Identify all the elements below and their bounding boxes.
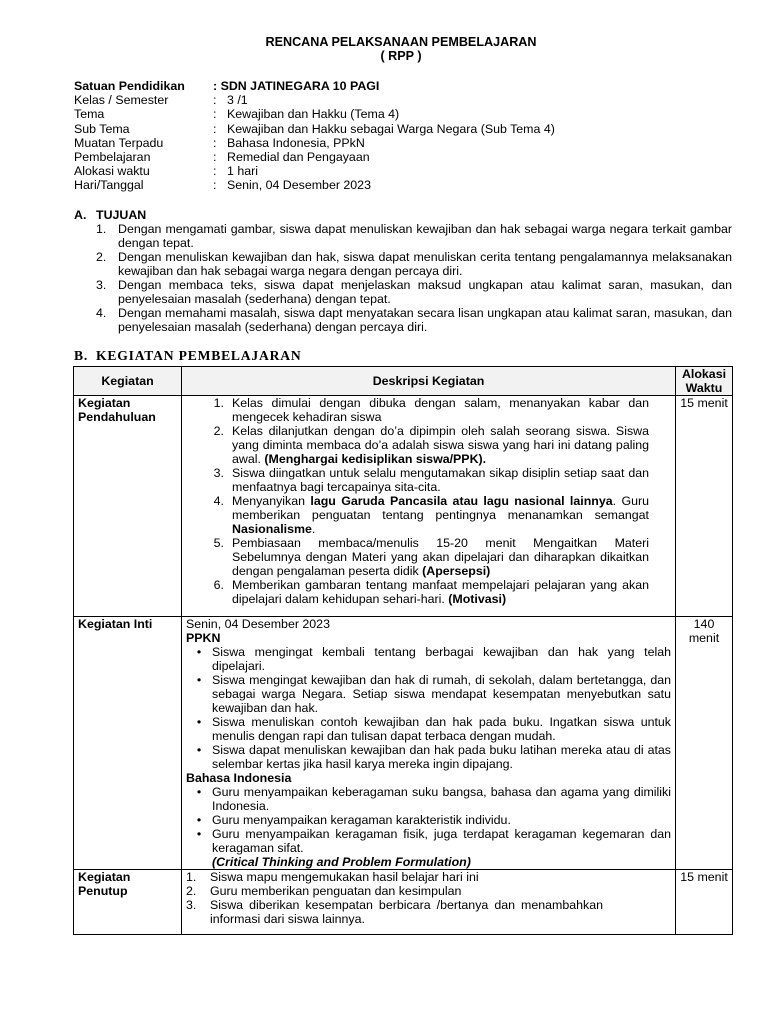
identity-label: Sub Tema <box>74 121 130 136</box>
tujuan-list <box>74 222 732 334</box>
table-row-penutup <box>74 870 733 935</box>
list-item: 2. Guru memberikan penguatan dan kesimpulan <box>186 884 462 898</box>
subtitle-line: ( RPP ) <box>380 49 422 63</box>
identity-value: Kewajiban dan Hakku (Tema 4) <box>227 107 400 122</box>
identity-row: Sub Tema : Kewajiban dan Hakku sebagai Warga Negara (Sub Tema 4) <box>74 121 555 136</box>
skill-note: (Critical Thinking and Problem Formulation) <box>212 855 471 869</box>
table-row-inti <box>74 617 733 870</box>
identity-value: Bahasa Indonesia, PPkN <box>227 135 365 150</box>
identity-row: Muatan Terpadu : Bahasa Indonesia, PPkN <box>74 135 365 150</box>
table-header-row <box>74 367 733 396</box>
identity-value: 1 hari <box>227 164 258 179</box>
subject-heading-ppkn: PPKN <box>186 631 221 645</box>
identity-label: Tema <box>74 107 105 122</box>
document-title <box>0 35 768 63</box>
identity-row: Hari/Tanggal : Senin, 04 Desember 2023 <box>74 178 371 193</box>
list-item: 5. Pembiasaan membaca/menulis 15-20 menit Mengaitkan Materi Sebelumnya dengan Materi yang akan dipelajari dan diharapkan dikaitkan dengan pengalaman peserta didik (Apersepsi) <box>213 536 649 578</box>
identity-row: Tema : Kewajiban dan Hakku (Tema 4) <box>74 107 400 122</box>
identity-value: Remedial dan Pengayaan <box>227 149 370 164</box>
section-heading <box>74 208 732 222</box>
identity-label: Kelas / Semester <box>74 93 169 108</box>
subject-heading-bahasa: Bahasa Indonesia <box>186 771 292 785</box>
list-item: • Siswa dapat menuliskan kewajiban dan hak pada buku latihan mereka atau di atas selembar kertas jika hasil karya mereka ingin dipajang. <box>196 743 671 771</box>
list-item: • Siswa menuliskan contoh kewajiban dan hak pada buku. Ingatkan siswa untuk menulis dengan rapi dan tulisan dapat terbaca dengan mudah. <box>196 715 671 743</box>
list-item: 1. Siswa mapu mengemukakan hasil belajar hari ini <box>186 870 479 884</box>
list-item: • Guru menyampaikan keberagaman suku bangsa, bahasa dan agama yang dimiliki Indonesia. <box>196 785 671 813</box>
column-header-kegiatan: Kegiatan <box>74 367 182 396</box>
identity-label: Alokasi waktu <box>74 164 150 179</box>
list-item: • Siswa mengingat kewajiban dan hak di rumah, di sekolah, dalam bertetangga, dan sebagai warga Negara. Setiap siswa mendapat kesempatan menyebutkan satu kewajiban dan hak. <box>196 673 671 715</box>
activity-description <box>182 396 676 617</box>
identity-value: Senin, 04 Desember 2023 <box>227 178 371 193</box>
activity-date: Senin, 04 Desember 2023 <box>186 617 330 631</box>
list-item: 1. Dengan mengamati gambar, siswa dapat menuliskan kewajiban dan hak sebagai warga negara terkait gambar dengan tepat. <box>96 222 732 250</box>
identity-label: Pembelajaran <box>74 149 151 164</box>
section-letter: A. <box>74 208 87 222</box>
column-header-alokasi: Alokasi Waktu <box>676 367 733 396</box>
activity-description <box>182 870 676 935</box>
penutup-steps <box>186 870 671 926</box>
section-title: KEGIATAN PEMBELAJARAN <box>96 348 302 363</box>
activity-name: Kegiatan Pendahuluan <box>74 396 182 617</box>
identity-label: Satuan Pendidikan <box>74 79 185 93</box>
section-tujuan <box>74 208 732 334</box>
identity-row: Alokasi waktu : 1 hari <box>74 164 258 179</box>
activity-time: 15 menit <box>676 870 733 935</box>
identity-label: Muatan Terpadu <box>74 135 164 150</box>
section-kegiatan-heading <box>74 349 302 363</box>
identity-label: Hari/Tanggal <box>74 178 144 193</box>
section-letter: B. <box>74 348 89 363</box>
identity-row: Kelas / Semester : 3 /1 <box>74 93 248 108</box>
activity-time: 15 menit <box>676 396 733 617</box>
identity-row-school <box>74 79 734 93</box>
list-item: 2. Kelas dilanjutkan dengan do’a dipimpin oleh salah seorang siswa. Siswa yang diminta membaca do’a adalah siswa siswa yang hari ini datang paling awal. (Menghargai kedisiplikan siswa/PPK). <box>213 424 649 466</box>
pendahuluan-steps <box>186 396 671 606</box>
list-item: 3. Dengan membaca teks, siswa dapat menjelaskan maksud ungkapan atau kalimat saran, masukan, dan penyelesaian masalah (sederhana) dengan tepat. <box>96 278 732 306</box>
column-header-deskripsi: Deskripsi Kegiatan <box>182 367 676 396</box>
activity-name: Kegiatan Penutup <box>74 870 182 935</box>
list-item: 3. Siswa diingatkan untuk selalu mengutamakan sikap disiplin setiap saat dan menfaatnya bagi tercapainya sita-cita. <box>213 466 649 494</box>
identity-row: Pembelajaran : Remedial dan Pengayaan <box>74 149 370 164</box>
list-item: • Guru menyampaikan keragaman karakteristik individu. <box>196 813 511 827</box>
list-item: • Guru menyampaikan keragaman fisik, juga terdapat keragaman kegemaran dan keragaman sifat. <box>196 827 671 855</box>
kegiatan-table <box>73 366 733 935</box>
activity-description <box>182 617 676 870</box>
activity-name: Kegiatan Inti <box>74 617 182 870</box>
list-item: 6. Memberikan gambaran tentang manfaat mempelajari pelajaran yang akan dipelajari dalam kehidupan sehari-hari. (Motivasi) <box>213 578 649 606</box>
bahasa-list <box>186 785 671 855</box>
identity-block <box>74 79 734 193</box>
list-item: • Siswa mengingat kembali tentang berbagai kewajiban dan hak yang telah dipelajari. <box>196 645 671 673</box>
section-title: TUJUAN <box>96 208 147 222</box>
identity-value: : SDN JATINEGARA 10 PAGI <box>213 79 380 93</box>
identity-value: Kewajiban dan Hakku sebagai Warga Negara (Sub Tema 4) <box>227 121 555 136</box>
title-line: RENCANA PELAKSANAAN PEMBELAJARAN <box>265 35 537 49</box>
list-item: 2. Dengan menuliskan kewajiban dan hak, siswa dapat menuliskan cerita tentang pengalamannya melaksanakan kewajiban dan hak sebagai warga negara dengan percaya diri. <box>96 250 732 278</box>
table-row-pendahuluan <box>74 396 733 617</box>
list-item: 3. Siswa diberikan kesempatan berbicara /bertanya dan menambahkan informasi dari siswa lainnya. <box>186 898 603 926</box>
list-item: 4. Dengan memahami masalah, siswa dapt menyatakan secara lisan ungkapan atau kalimat saran, masukan, dan penyelesaian masalah (sederhana) dengan percaya diri. <box>96 306 732 334</box>
identity-value: 3 /1 <box>227 93 248 108</box>
list-item: 4. Menyanyikan lagu Garuda Pancasila atau lagu nasional lainnya. Guru memberikan penguatan tentang pentingnya menanamkan semangat Nasionalisme. <box>213 494 649 536</box>
activity-time: 140 menit <box>676 617 733 870</box>
list-item: 1. Kelas dimulai dengan dibuka dengan salam, menanyakan kabar dan mengecek kehadiran siswa <box>213 396 649 424</box>
ppkn-list <box>186 645 671 771</box>
